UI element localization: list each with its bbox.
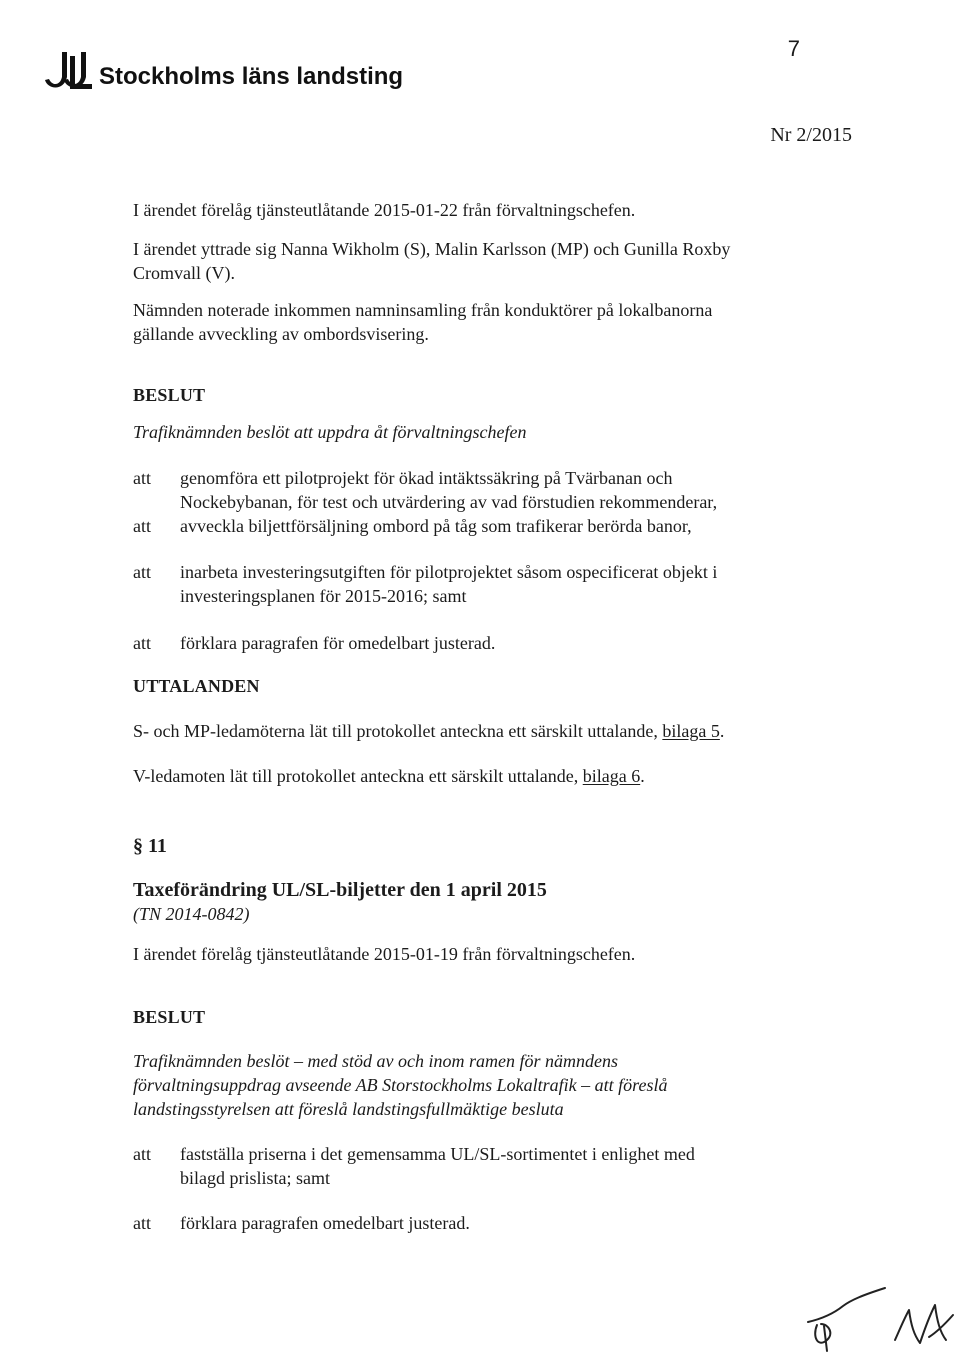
- statements-heading: UTTALANDEN: [133, 676, 260, 696]
- section-item-1-line-1: fastställa priserna i det gemensamma UL/SL-sortimentet i enlighet med: [180, 1144, 695, 1164]
- section-number: § 11: [133, 835, 167, 857]
- handwritten-signature: [803, 1279, 958, 1369]
- decision-heading-2: BESLUT: [133, 1007, 206, 1027]
- document-number: Nr 2/2015: [770, 124, 852, 146]
- statement-line-2-text: V-ledamoten lät till protokollet anteckna ett särskilt uttalande,: [133, 766, 583, 786]
- decision-heading-1: BESLUT: [133, 385, 206, 405]
- statement-line-1-punctuation: .: [719, 721, 725, 741]
- section-title: Taxeförändring UL/SL-biljetter den 1 april 2015: [133, 879, 547, 901]
- decision-item-3-line-2: investeringsplanen för 2015-2016; samt: [180, 586, 467, 606]
- att-label-2: att: [133, 516, 151, 536]
- section-body: I ärendet förelåg tjänsteutlåtande 2015-01-19 från förvaltningschefen.: [133, 944, 636, 964]
- bilaga-5-link[interactable]: bilaga 5: [662, 721, 720, 741]
- statement-line-2: [133, 764, 645, 788]
- statement-line-1: [133, 719, 724, 743]
- statement-line-1-text: S- och MP-ledamöterna lät till protokollet anteckna ett särskilt uttalande,: [133, 721, 663, 741]
- decision-intro-2-line-1: Trafiknämnden beslöt – med stöd av och inom ramen för nämndens: [133, 1051, 618, 1071]
- decision-intro-2-line-3: landstingsstyrelsen att föreslå landstingsfullmäktige besluta: [133, 1099, 564, 1119]
- decision-intro-2-line-2: förvaltningsuppdrag avseende AB Storstockholms Lokaltrafik – att föreslå: [133, 1075, 668, 1095]
- section-item-2-line-1: förklara paragrafen omedelbart justerad.: [180, 1213, 470, 1233]
- paragraph-3-line-1: Nämnden noterade inkommen namninsamling från konduktörer på lokalbanorna: [133, 300, 713, 320]
- section-item-1-line-2: bilagd prislista; samt: [180, 1168, 330, 1188]
- paragraph-1: I ärendet förelåg tjänsteutlåtande 2015-01-22 från förvaltningschefen.: [133, 200, 636, 220]
- att-label-1: att: [133, 468, 151, 488]
- att-label-4: att: [133, 633, 151, 653]
- statement-line-2-punctuation: .: [640, 766, 645, 786]
- paragraph-2-line-1: I ärendet yttrade sig Nanna Wikholm (S), Malin Karlsson (MP) och Gunilla Roxby: [133, 239, 731, 259]
- organization-name: Stockholms läns landsting: [99, 63, 404, 90]
- section-att-label-1: att: [133, 1144, 151, 1164]
- case-number: (TN 2014-0842): [133, 904, 250, 924]
- paragraph-3-line-2: gällande avveckling av ombordsvisering.: [133, 324, 429, 344]
- decision-item-3-line-1: inarbeta investeringsutgiften för pilotprojektet såsom ospecificerat objekt i: [180, 562, 718, 582]
- decision-intro-1: Trafiknämnden beslöt att uppdra åt förvaltningschefen: [133, 422, 527, 442]
- paragraph-2-line-2: Cromvall (V).: [133, 263, 235, 283]
- decision-item-2-line-1: avveckla biljettförsäljning ombord på tåg som trafikerar berörda banor,: [180, 516, 692, 536]
- organization-header: [42, 46, 403, 90]
- decision-item-1-line-2: Nockebybanan, för test och utvärdering av vad förstudien rekommenderar,: [180, 492, 718, 512]
- bilaga-6-link[interactable]: bilaga 6: [582, 766, 641, 786]
- att-label-3: att: [133, 562, 151, 582]
- decision-item-4-line-1: förklara paragrafen för omedelbart justerad.: [180, 633, 496, 653]
- section-att-label-2: att: [133, 1213, 151, 1233]
- decision-item-1-line-1: genomföra ett pilotprojekt för ökad intäktssäkring på Tvärbanan och: [180, 468, 673, 488]
- page-number: 7: [787, 36, 800, 61]
- sll-logo-icon: [42, 46, 92, 90]
